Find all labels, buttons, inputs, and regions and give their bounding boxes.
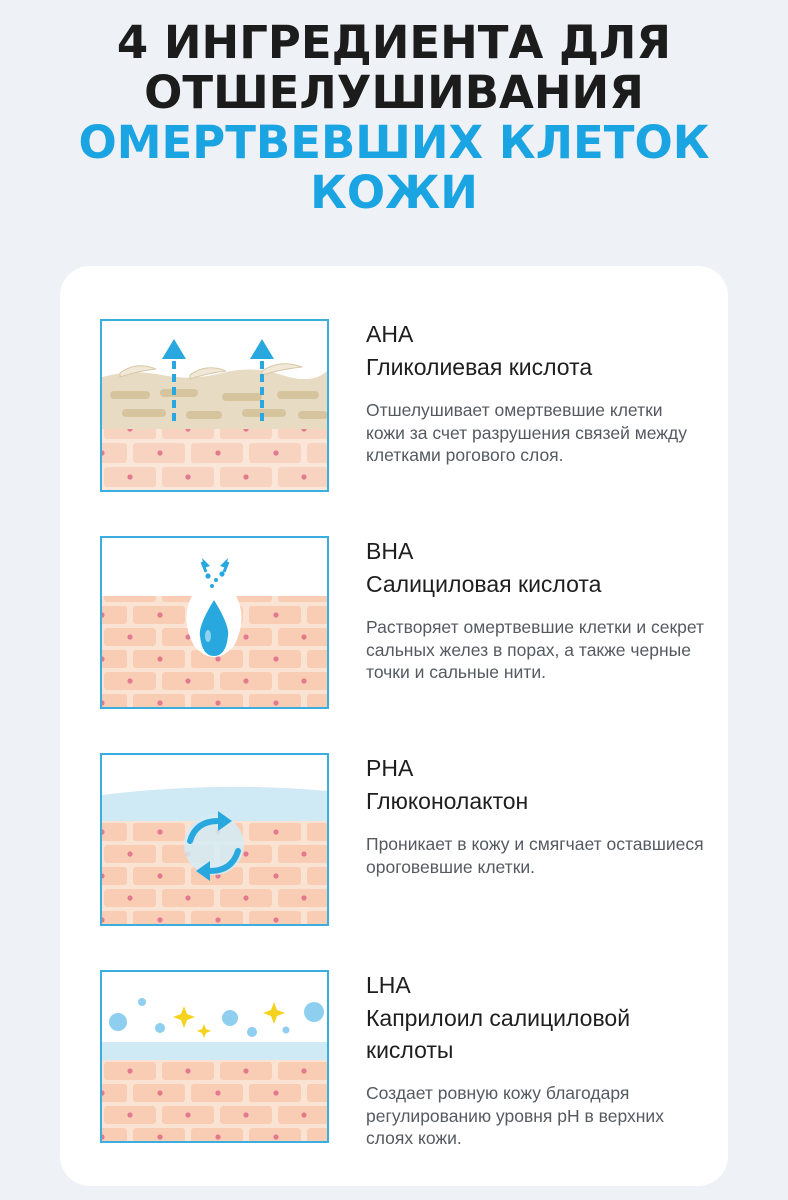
ingredient-code: BHA bbox=[366, 538, 414, 564]
ingredient-name: Гликолиевая кислота bbox=[366, 354, 593, 380]
ingredient-code: PHA bbox=[366, 755, 414, 781]
ingredient-description: Создает ровную кожу благодаря регулированию уровня pH в верхних слоях кожи. bbox=[366, 1083, 664, 1148]
aha-text bbox=[366, 319, 706, 467]
ingredient-name: Каприлоил салициловой кислоты bbox=[366, 1005, 631, 1063]
ingredients-card bbox=[60, 266, 728, 1186]
bha-illustration bbox=[100, 536, 329, 709]
ingredient-description: Проникает в кожу и смягчает оставшиеся ороговевшие клетки. bbox=[366, 834, 704, 877]
ingredient-name: Салициловая кислота bbox=[366, 571, 602, 597]
ingredient-description: Отшелушивает омертвевшие клетки кожи за счет разрушения связей между клетками рогового слоя. bbox=[366, 400, 687, 465]
title-line-3: ОМЕРТВЕВШИХ КЛЕТОК bbox=[78, 116, 710, 169]
page-title bbox=[0, 18, 788, 218]
aha-illustration bbox=[100, 319, 329, 492]
title-line-1: 4 ИНГРЕДИЕНТА ДЛЯ bbox=[116, 16, 672, 69]
ingredient-code: AHA bbox=[366, 321, 414, 347]
ingredient-item-lha bbox=[100, 970, 700, 1148]
ingredient-code: LHA bbox=[366, 972, 411, 998]
ingredient-name: Глюконолактон bbox=[366, 788, 529, 814]
title-line-4: КОЖИ bbox=[310, 166, 478, 219]
ingredient-item-aha bbox=[100, 319, 700, 494]
lha-illustration bbox=[100, 970, 329, 1143]
ingredient-description: Растворяет омертвевшие клетки и секрет сальных желез в порах, а также черные точки и сальные нити. bbox=[366, 617, 705, 682]
lha-text bbox=[366, 970, 706, 1150]
title-line-2: ОТШЕЛУШИВАНИЯ bbox=[144, 66, 644, 119]
ingredient-item-bha bbox=[100, 536, 705, 711]
bha-text bbox=[366, 536, 706, 684]
pha-text bbox=[366, 753, 706, 878]
pha-illustration bbox=[100, 753, 329, 926]
ingredient-item-pha bbox=[100, 753, 704, 928]
